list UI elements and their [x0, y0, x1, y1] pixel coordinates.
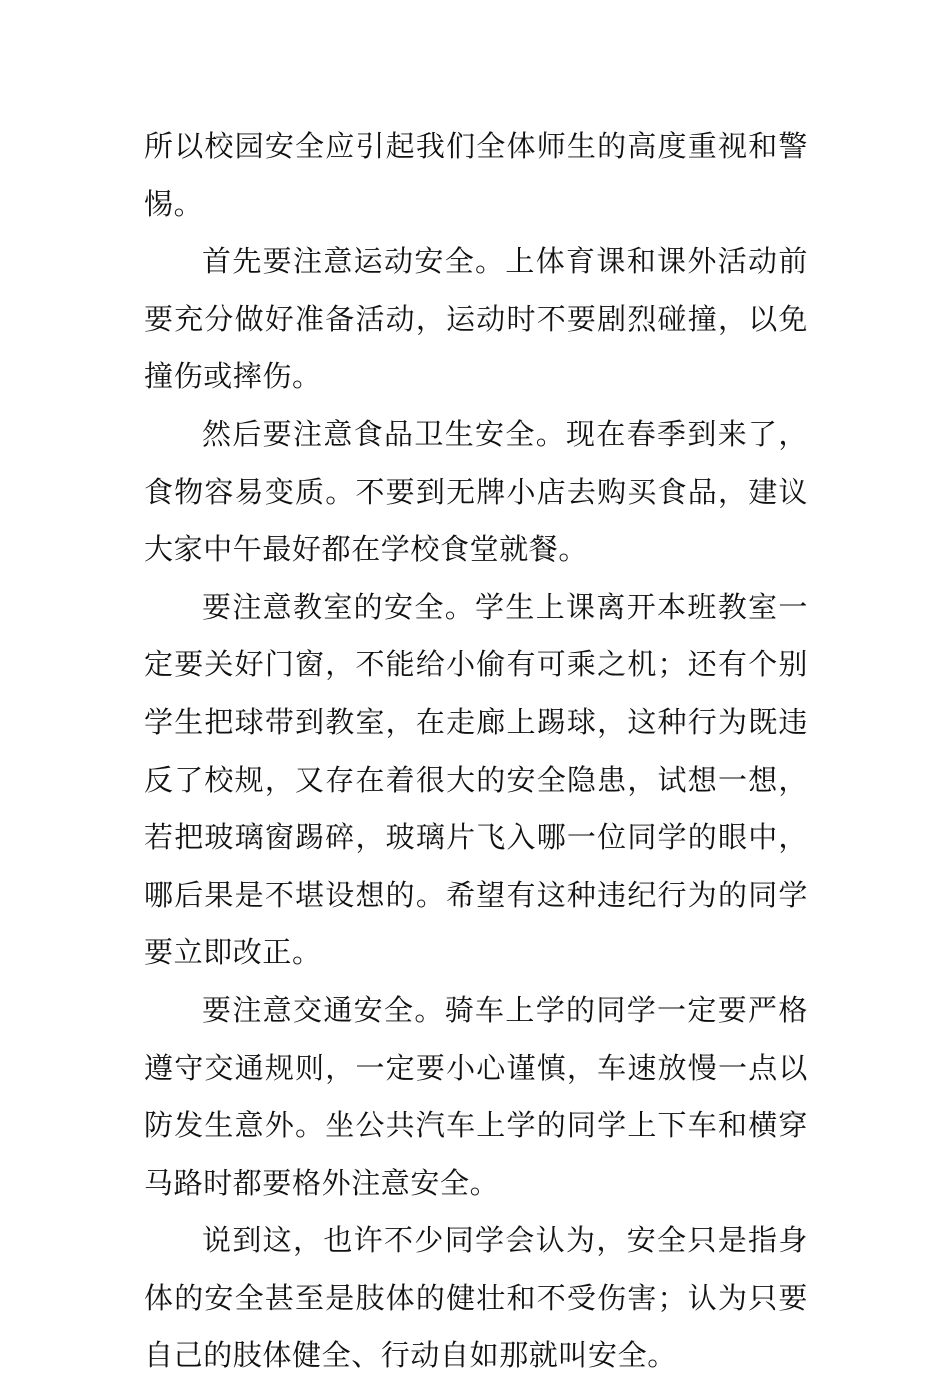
paragraph-food-safety: 然后要注意食品卫生安全。现在春季到来了，食物容易变质。不要到无牌小店去购买食品，建议大家中午最好都在学校食堂就餐。: [144, 416, 808, 567]
paragraph-traffic-safety: 要注意交通安全。骑车上学的同学一定要严格遵守交通规则，一定要小心谨慎，车速放慢一点以防发生意外。坐公共汽车上学的同学上下车和横穿马路时都要格外注意安全。: [144, 992, 808, 1200]
paragraph-safety-meaning: 说到这，也许不少同学会认为，安全只是指身体的安全甚至是肢体的健壮和不受伤害；认为只要自己的肢体健全、行动自如那就叫安全。: [144, 1223, 808, 1373]
paragraph-sports-safety: 首先要注意运动安全。上体育课和课外活动前要充分做好准备活动，运动时不要剧烈碰撞，以免撞伤或摔伤。: [144, 244, 808, 394]
paragraph-classroom-safety: 要注意教室的安全。学生上课离开本班教室一定要关好门窗，不能给小偷有可乘之机；还有个别学生把球带到教室，在走廊上踢球，这种行为既违反了校规，又存在着很大的安全隐患，试想一想，若把玻璃窗踢碎，玻璃片飞入哪一位同学的眼中，哪后果是不堪设想的。希望有这种违纪行为的同学要立即改正。: [144, 589, 808, 970]
body-text: [144, 118, 808, 1385]
paragraph-continued: 所以校园安全应引起我们全体师生的高度重视和警惕。: [144, 129, 808, 221]
